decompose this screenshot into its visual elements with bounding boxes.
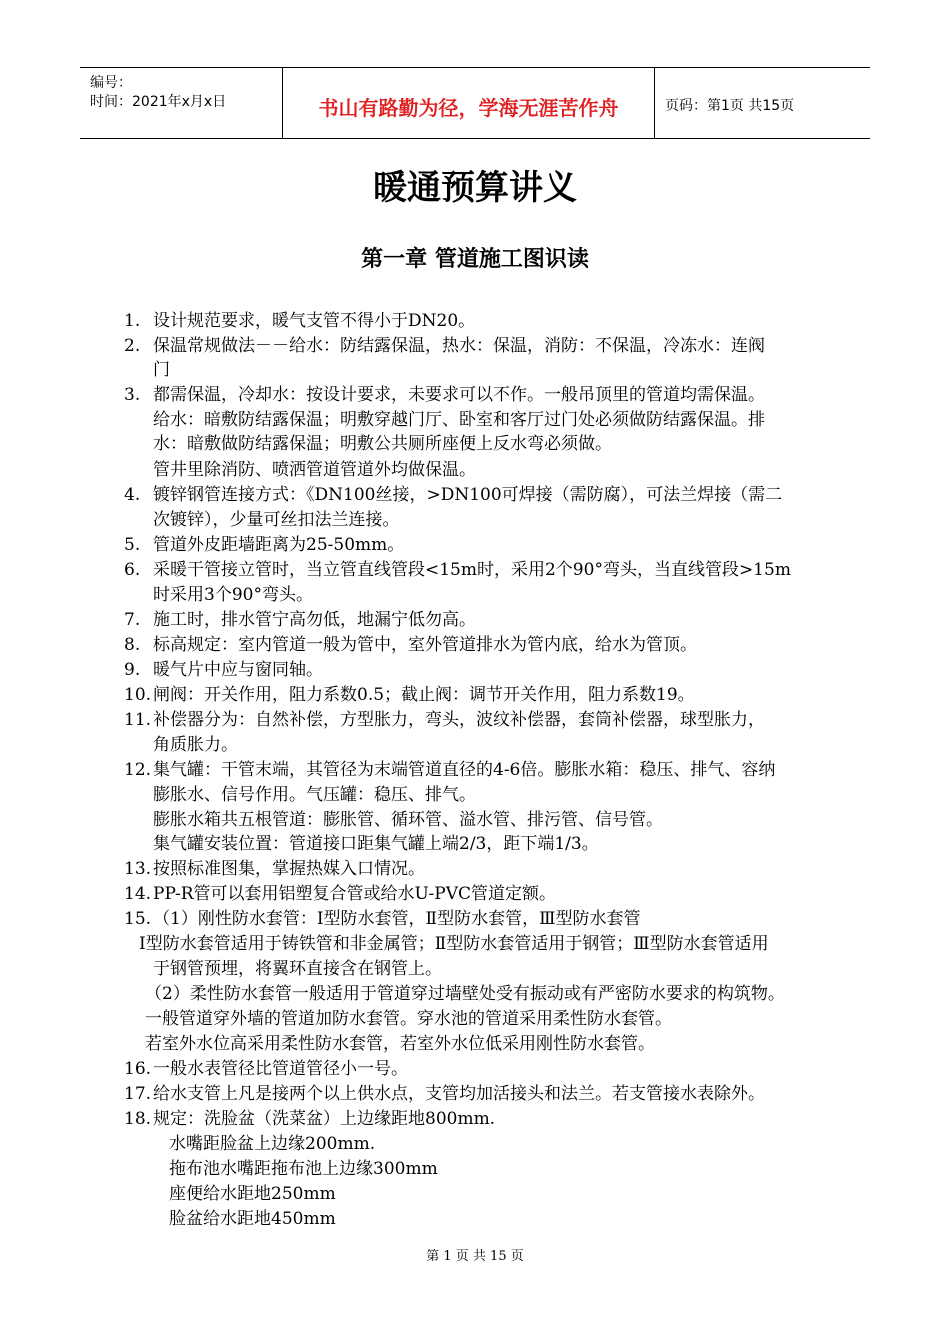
header-table — [80, 67, 870, 139]
header-left-cell — [80, 68, 283, 138]
doc-date: 时间：2021年x月x日 — [90, 94, 227, 110]
list-item-number: 15. — [124, 909, 152, 929]
list-item-text: 时采用3个90°弯头。 — [153, 585, 313, 605]
list-item-text: 于钢管预埋，将翼环直接含在钢管上。 — [153, 959, 442, 979]
list-item-number: 14. — [124, 884, 152, 904]
list-item-number: 18. — [124, 1109, 152, 1129]
list-item-number: 10. — [124, 685, 152, 705]
list-item-number: 16. — [124, 1059, 152, 1079]
list-item-text: 闸阀：开关作用，阻力系数0.5；截止阀：调节开关作用，阻力系数19。 — [153, 685, 695, 705]
list-item-text: 管井里除消防、喷洒管道管道外均做保温。 — [153, 460, 476, 480]
chapter-title: 第一章 管道施工图识读 — [361, 247, 589, 272]
list-item-text: 采暖干管接立管时，当立管直线管段<15m时，采用2个90°弯头，当直线管段>15m — [153, 560, 791, 580]
list-item-text: 若室外水位高采用柔性防水套管，若室外水位低采用刚性防水套管。 — [145, 1034, 655, 1054]
list-item-text: 座便给水距地250mm — [169, 1184, 336, 1204]
header-right-cell — [655, 68, 870, 138]
list-item-number: 1. — [124, 311, 141, 331]
list-item-number: 6. — [124, 560, 141, 580]
list-item-text: 拖布池水嘴距拖布池上边缘300mm — [169, 1159, 438, 1179]
list-item-text: 标高规定：室内管道一般为管中，室外管道排水为管内底，给水为管顶。 — [153, 635, 697, 655]
list-item-number: 13. — [124, 859, 152, 879]
list-item-text: 一般水表管径比管道管径小一号。 — [153, 1059, 408, 1079]
list-item-text: 管道外皮距墙距离为25-50mm。 — [153, 535, 405, 555]
list-item-text: 角质胀力。 — [153, 735, 238, 755]
list-item-number: 17. — [124, 1084, 152, 1104]
list-item-text: 集气罐：干管末端，其管径为末端管道直径的4-6倍。膨胀水箱：稳压、排气、容纳 — [153, 760, 776, 780]
list-item-text: 膨胀水箱共五根管道：膨胀管、循环管、溢水管、排污管、信号管。 — [153, 810, 663, 830]
list-item-number: 8. — [124, 635, 141, 655]
list-item-text: 门 — [153, 360, 170, 380]
list-item-text: 补偿器分为：自然补偿，方型胀力，弯头，波纹补偿器，套筒补偿器，球型胀力， — [153, 710, 765, 730]
header-motto-cell — [283, 68, 655, 138]
list-item-number: 7. — [124, 610, 141, 630]
motto-text: 书山有路勤为径，学海无涯苦作舟 — [318, 96, 619, 120]
list-item-text: Ⅰ型防水套管适用于铸铁管和非金属管；Ⅱ型防水套管适用于钢管；Ⅲ型防水套管适用 — [139, 934, 769, 954]
list-item-number: 3. — [124, 385, 141, 405]
list-item-text: 一般管道穿外墙的管道加防水套管。穿水池的管道采用柔性防水套管。 — [145, 1009, 672, 1029]
list-item-text: 按照标准图集，掌握热媒入口情况。 — [153, 859, 425, 879]
list-item-text: 水嘴距脸盆上边缘200mm. — [169, 1134, 376, 1154]
list-item-text: 施工时，排水管宁高勿低，地漏宁低勿高。 — [153, 610, 476, 630]
document-title: 暖通预算讲义 — [373, 168, 577, 208]
list-item-text: 都需保温，冷却水：按设计要求，未要求可以不作。一般吊顶里的管道均需保温。 — [153, 385, 765, 405]
doc-code-label: 编号： — [90, 75, 132, 91]
page-info: 页码：第1页 共15页 — [665, 98, 795, 114]
list-item-text: 脸盆给水距地450mm — [169, 1209, 336, 1229]
list-item-text: （1）刚性防水套管：Ⅰ型防水套管，Ⅱ型防水套管，Ⅲ型防水套管 — [153, 909, 641, 929]
list-item-number: 11. — [124, 710, 152, 730]
list-item-text: 集气罐安装位置：管道接口距集气罐上端2/3，距下端1/3。 — [153, 834, 599, 854]
list-item-text: 膨胀水、信号作用。气压罐：稳压、排气。 — [153, 785, 476, 805]
list-item-text: 水：暗敷做防结露保温；明敷公共厕所座便上反水弯必须做。 — [153, 434, 612, 454]
list-item-text: 镀锌钢管连接方式：《DN100丝接，>DN100可焊接（需防腐），可法兰焊接（需二 — [153, 485, 783, 505]
list-item-text: （2）柔性防水套管一般适用于管道穿过墙壁处受有振动或有严密防水要求的构筑物。 — [145, 984, 785, 1004]
list-item-text: 暖气片中应与窗同轴。 — [153, 660, 323, 680]
list-item-number: 2. — [124, 336, 141, 356]
list-item-text: 给水支管上凡是接两个以上供水点，支管均加活接头和法兰。若支管接水表除外。 — [153, 1084, 765, 1104]
list-item-text: PP-R管可以套用铝塑复合管或给水U-PVC管道定额。 — [153, 884, 556, 904]
list-item-text: 给水：暗敷防结露保温；明敷穿越门厅、卧室和客厅过门处必须做防结露保温。排 — [153, 410, 765, 430]
list-item-number: 12. — [124, 760, 152, 780]
list-item-text: 规定：洗脸盆（洗菜盆）上边缘距地800mm. — [153, 1109, 496, 1129]
list-item-number: 4. — [124, 485, 141, 505]
list-item-number: 5. — [124, 535, 141, 555]
list-item-text: 次镀锌），少量可丝扣法兰连接。 — [153, 510, 400, 530]
list-item-number: 9. — [124, 660, 141, 680]
list-item-text: 设计规范要求，暖气支管不得小于DN20。 — [153, 311, 476, 331]
list-item-text: 保温常规做法－－给水：防结露保温，热水：保温，消防：不保温，冷冻水：连阀 — [153, 336, 765, 356]
page-footer: 第 1 页 共 15 页 — [426, 1249, 524, 1264]
